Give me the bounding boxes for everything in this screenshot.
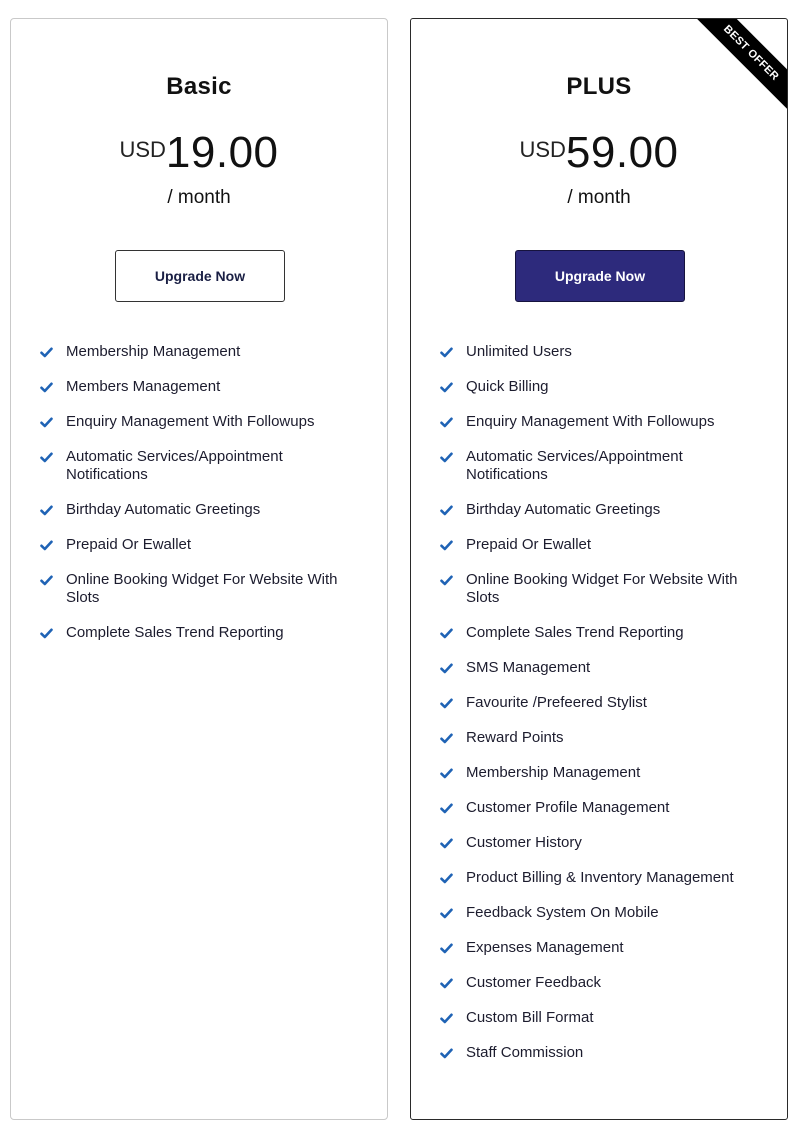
feature-item bbox=[440, 659, 767, 677]
feature-item bbox=[440, 501, 767, 519]
feature-item bbox=[440, 764, 767, 782]
check-icon bbox=[440, 939, 454, 957]
feature-label: Automatic Services/Appointment Notifications bbox=[66, 448, 283, 483]
ribbon-label: BEST OFFER bbox=[695, 19, 787, 111]
price-period: / month bbox=[167, 187, 231, 208]
check-icon bbox=[440, 659, 454, 677]
feature-item bbox=[440, 571, 767, 607]
feature-label: Customer Feedback bbox=[466, 974, 602, 991]
feature-label: Birthday Automatic Greetings bbox=[66, 501, 261, 518]
feature-item bbox=[40, 536, 367, 554]
feature-label: Birthday Automatic Greetings bbox=[466, 501, 661, 518]
check-icon bbox=[440, 694, 454, 712]
check-icon bbox=[440, 1044, 454, 1062]
pricing-card-basic bbox=[10, 18, 388, 1120]
feature-list bbox=[440, 343, 767, 1079]
feature-item bbox=[440, 974, 767, 992]
feature-label: Unlimited Users bbox=[466, 343, 572, 360]
feature-label: Staff Commission bbox=[466, 1044, 584, 1061]
feature-item bbox=[440, 448, 767, 484]
feature-item bbox=[440, 939, 767, 957]
feature-list bbox=[40, 343, 367, 659]
feature-label: Online Booking Widget For Website With Slots bbox=[66, 571, 338, 606]
check-icon bbox=[440, 413, 454, 431]
check-icon bbox=[440, 974, 454, 992]
check-icon bbox=[40, 413, 54, 431]
price-currency: USD bbox=[119, 137, 166, 162]
check-icon bbox=[440, 1009, 454, 1027]
feature-label: Complete Sales Trend Reporting bbox=[466, 624, 684, 641]
feature-label: Product Billing & Inventory Management bbox=[466, 869, 734, 886]
feature-label: Enquiry Management With Followups bbox=[66, 413, 315, 430]
check-icon bbox=[40, 501, 54, 519]
plan-price bbox=[11, 128, 387, 177]
feature-item bbox=[440, 834, 767, 852]
price-currency: USD bbox=[519, 137, 566, 162]
check-icon bbox=[440, 799, 454, 817]
check-icon bbox=[440, 501, 454, 519]
feature-label: Favourite /Prefeered Stylist bbox=[466, 694, 647, 711]
check-icon bbox=[440, 764, 454, 782]
check-icon bbox=[40, 448, 54, 466]
feature-label: Automatic Services/Appointment Notifications bbox=[466, 448, 683, 483]
feature-item bbox=[440, 413, 767, 431]
feature-item bbox=[40, 413, 367, 431]
feature-label: Membership Management bbox=[66, 343, 241, 360]
plan-name: Basic bbox=[166, 73, 232, 100]
feature-label: Prepaid Or Ewallet bbox=[66, 536, 192, 553]
feature-label: Prepaid Or Ewallet bbox=[466, 536, 592, 553]
feature-label: Membership Management bbox=[466, 764, 641, 781]
feature-label: Customer Profile Management bbox=[466, 799, 670, 816]
feature-item bbox=[40, 448, 367, 484]
price-period: / month bbox=[567, 187, 631, 208]
feature-label: Quick Billing bbox=[466, 378, 549, 395]
check-icon bbox=[440, 343, 454, 361]
check-icon bbox=[40, 571, 54, 589]
price-amount: 59.00 bbox=[565, 128, 679, 177]
feature-label: Members Management bbox=[66, 378, 221, 395]
feature-item bbox=[440, 869, 767, 887]
feature-label: SMS Management bbox=[466, 659, 591, 676]
pricing-card-plus bbox=[410, 18, 788, 1120]
feature-item bbox=[440, 1044, 767, 1062]
check-icon bbox=[40, 624, 54, 642]
check-icon bbox=[40, 378, 54, 396]
feature-item bbox=[40, 343, 367, 361]
feature-item bbox=[440, 1009, 767, 1027]
feature-item bbox=[40, 501, 367, 519]
check-icon bbox=[440, 536, 454, 554]
feature-item bbox=[440, 729, 767, 747]
feature-item bbox=[440, 536, 767, 554]
check-icon bbox=[440, 448, 454, 466]
feature-item bbox=[440, 694, 767, 712]
feature-item bbox=[40, 624, 367, 642]
feature-item bbox=[440, 343, 767, 361]
check-icon bbox=[440, 729, 454, 747]
feature-label: Custom Bill Format bbox=[466, 1009, 594, 1026]
check-icon bbox=[440, 378, 454, 396]
check-icon bbox=[440, 904, 454, 922]
feature-label: Enquiry Management With Followups bbox=[466, 413, 715, 430]
feature-label: Feedback System On Mobile bbox=[466, 904, 659, 921]
upgrade-now-button-basic[interactable]: Upgrade Now bbox=[115, 250, 285, 302]
check-icon bbox=[40, 536, 54, 554]
plan-price bbox=[411, 128, 787, 177]
check-icon bbox=[440, 624, 454, 642]
plan-name: PLUS bbox=[566, 73, 632, 100]
check-icon bbox=[40, 343, 54, 361]
feature-label: Online Booking Widget For Website With Slots bbox=[466, 571, 738, 606]
upgrade-now-button-plus[interactable]: Upgrade Now bbox=[515, 250, 685, 302]
price-amount: 19.00 bbox=[165, 128, 279, 177]
feature-item bbox=[440, 624, 767, 642]
feature-label: Expenses Management bbox=[466, 939, 624, 956]
feature-item bbox=[40, 378, 367, 396]
check-icon bbox=[440, 571, 454, 589]
feature-item bbox=[440, 904, 767, 922]
check-icon bbox=[440, 869, 454, 887]
feature-item bbox=[40, 571, 367, 607]
feature-label: Complete Sales Trend Reporting bbox=[66, 624, 284, 641]
feature-label: Customer History bbox=[466, 834, 582, 851]
feature-item bbox=[440, 799, 767, 817]
check-icon bbox=[440, 834, 454, 852]
feature-item bbox=[440, 378, 767, 396]
feature-label: Reward Points bbox=[466, 729, 564, 746]
